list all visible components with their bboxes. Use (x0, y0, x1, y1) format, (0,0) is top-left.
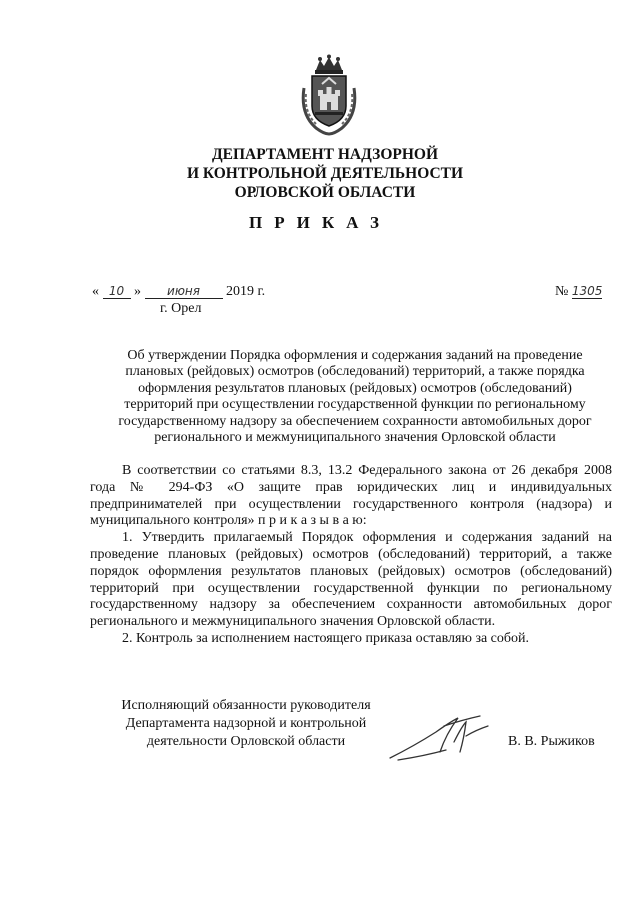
quote-close: » (134, 284, 141, 299)
subject-line: территорий при осуществлении государственной функции по региональному (124, 397, 586, 413)
number-sign: № (555, 284, 569, 299)
item-1-paragraph: 1. Утвердить прилагаемый Порядок оформления и содержания заданий на проведение плановых (рейдовых) осмотров (обследований) территорий, а также порядок оформления результатов плановых (рейдовых) осмотров (обследований) территорий при осуществлении государственной функции по региональному государственному надзору за обеспечением сохранности автомобильных дорог регионального и межмуниципального значения Орловской области. (90, 530, 612, 630)
date-line (92, 284, 265, 300)
quote-open: « (92, 284, 99, 299)
subject-line: государственному надзору за обеспечением сохранности автомобильных дорог (118, 413, 592, 429)
department-line: ДЕПАРТАМЕНТ НАДЗОРНОЙ (211, 146, 439, 163)
subject-line: оформления результатов плановых (рейдовых) осмотров (обследований) (138, 380, 572, 396)
department-name (140, 145, 510, 202)
order-body (90, 463, 612, 648)
signatory-position (96, 697, 396, 751)
order-subject (98, 348, 612, 446)
preamble-paragraph: В соответствии со статьями 8.3, 13.2 Федерального закона от 26 декабря 2008 года № 294-ФЗ «О защите прав юридических лиц и индивидуальных предпринимателей при осуществлении государственного контроля (надзора) и муниципального контроля» п р и к а з ы в а ю: (90, 463, 612, 529)
handwritten-signature-icon (384, 712, 494, 764)
number-value: 1305 (571, 284, 603, 298)
date-day: 10 (103, 284, 131, 299)
coat-of-arms-icon (298, 54, 360, 136)
department-line: ОРЛОВСКОЙ ОБЛАСТИ (234, 184, 416, 201)
item-2-paragraph: 2. Контроль за исполнением настоящего приказа оставляю за собой. (122, 630, 530, 646)
position-line: Департамента надзорной и контрольной (125, 716, 367, 731)
document-number (555, 284, 602, 300)
subject-line: Об утверждении Порядка оформления и содержания заданий на проведение (127, 348, 583, 363)
position-line: Исполняющий обязанности руководителя (121, 698, 371, 713)
date-month: июня (145, 284, 223, 299)
city: г. Орел (160, 301, 202, 316)
subject-line: плановых (рейдовых) осмотров (обследований) территорий, а также порядка (125, 364, 585, 380)
position-line: деятельности Орловской области (146, 734, 346, 749)
signatory-name: В. В. Рыжиков (508, 734, 595, 749)
department-line: И КОНТРОЛЬНОЙ ДЕЯТЕЛЬНОСТИ (186, 165, 464, 182)
document-type-title: ПРИКАЗ (249, 213, 391, 232)
subject-line: регионального и межмуниципального значения Орловской области (154, 430, 556, 446)
date-year: 2019 г. (226, 284, 266, 299)
